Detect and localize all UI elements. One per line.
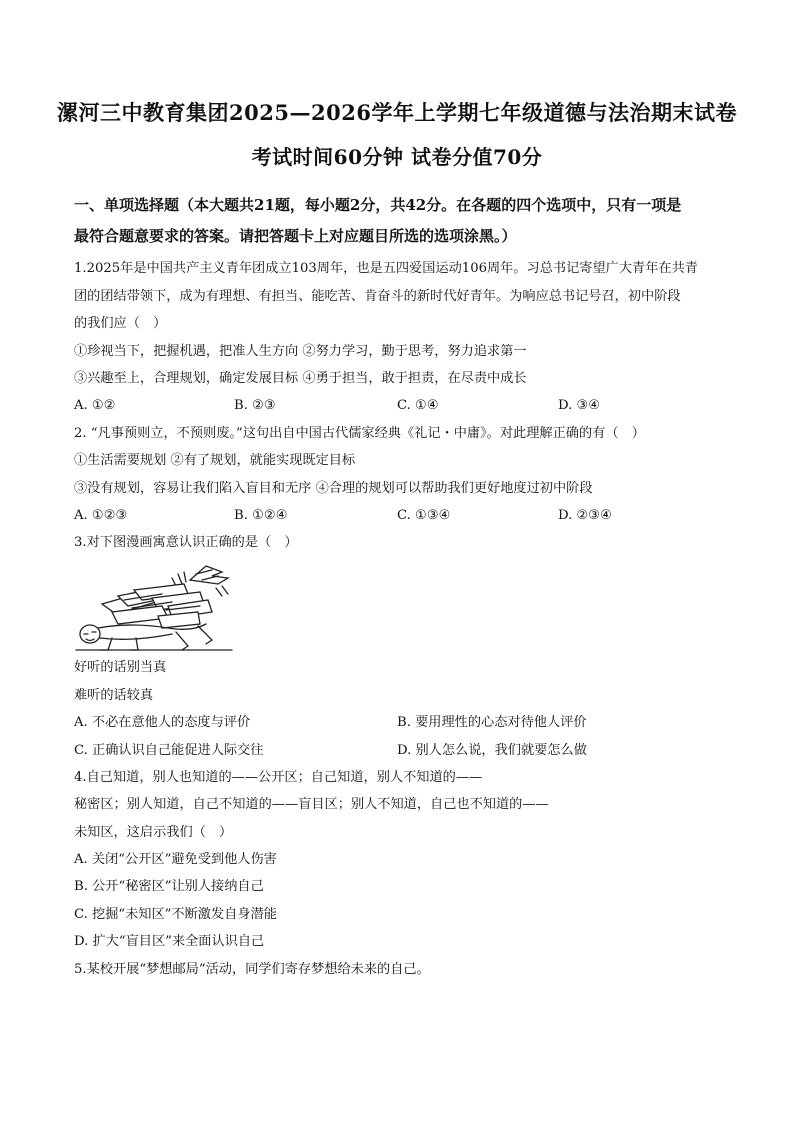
q3-stem: 3.对下图漫画寓意认识正确的是（ ） <box>74 535 298 550</box>
q2-option-d: D. ②③④ <box>558 508 612 523</box>
q3-caption-1: 好听的话别当真 <box>74 660 167 675</box>
q3-caption-2: 难听的话较真 <box>74 688 154 703</box>
q1-line-2: 团的团结带领下，成为有理想、有担当、能吃苦、肯奋斗的新时代好青年。为响应总书记号召，初中阶段 <box>74 289 681 304</box>
section-heading-line-2: 最符合题意要求的答案。请把答题卡上对应题目所选的选项涂黑。） <box>74 227 517 245</box>
q1-option-b: B. ②③ <box>234 398 276 413</box>
q1-option-c: C. ①④ <box>397 398 439 413</box>
q2-option-c: C. ①③④ <box>397 508 451 523</box>
q4-option-c: C. 挖掘“未知区”不断激发自身潜能 <box>74 907 277 922</box>
q1-option-d: D. ③④ <box>558 398 601 413</box>
exam-title: 漯河三中教育集团2025—2026学年上学期七年级道德与法治期末试卷 <box>57 100 737 125</box>
exam-subtitle: 考试时间60分钟 试卷分值70分 <box>251 145 543 169</box>
q2-line-1: 2. “凡事预则立，不预则废。”这句出自中国古代儒家经典《礼记・中庸》。对此理解正确的有（ ） <box>74 426 645 441</box>
q2-line-3: ③没有规划，容易让我们陷入盲目和无序 ④合理的规划可以帮助我们更好地度过初中阶段 <box>74 481 593 496</box>
q3-option-c: C. 正确认识自己能促进人际交往 <box>74 743 264 758</box>
q1-line-1: 1.2025年是中国共产主义青年团成立103周年，也是五四爱国运动106周年。习总书记寄望广大青年在共青 <box>74 261 698 276</box>
q3-option-a: A. 不必在意他人的态度与评价 <box>74 715 251 730</box>
section-heading-line-1: 一、单项选择题（本大题共21题，每小题2分，共42分。在各题的四个选项中，只有一项是 <box>74 196 682 214</box>
q3-option-d: D. 别人怎么说，我们就要怎么做 <box>397 743 587 758</box>
q4-line-1: 4.自己知道，别人也知道的——公开区；自己知道，别人不知道的—— <box>74 770 483 785</box>
q2-option-a: A. ①②③ <box>74 508 128 523</box>
q3-option-b: B. 要用理性的心态对待他人评价 <box>397 715 587 730</box>
q2-line-2: ①生活需要规划 ②有了规划，就能实现既定目标 <box>74 453 356 468</box>
q4-option-a: A. 关闭“公开区”避免受到他人伤害 <box>74 852 277 867</box>
q5-stem: 5.某校开展“梦想邮局”活动，同学们寄存梦想给未来的自己。 <box>74 962 430 977</box>
q1-option-a: A. ①② <box>74 398 116 413</box>
q1-line-3: 的我们应（ ） <box>74 316 167 331</box>
cartoon-image <box>72 562 244 654</box>
section-heading <box>74 190 724 252</box>
q2-option-b: B. ①②④ <box>234 508 288 523</box>
q4-line-3: 未知区，这启示我们（ ） <box>74 825 233 840</box>
q1-line-4: ①珍视当下，把握机遇，把准人生方向 ②努力学习，勤于思考，努力追求第一 <box>74 344 527 359</box>
q4-line-2: 秘密区；别人知道，自己不知道的——盲目区；别人不知道，自己也不知道的—— <box>74 797 549 812</box>
q4-option-d: D. 扩大“盲目区”来全面认识自己 <box>74 934 265 949</box>
q4-option-b: B. 公开“秘密区”让别人接纳自己 <box>74 879 264 894</box>
q1-line-5: ③兴趣至上，合理规划，确定发展目标 ④勇于担当，敢于担责，在尽责中成长 <box>74 371 527 386</box>
